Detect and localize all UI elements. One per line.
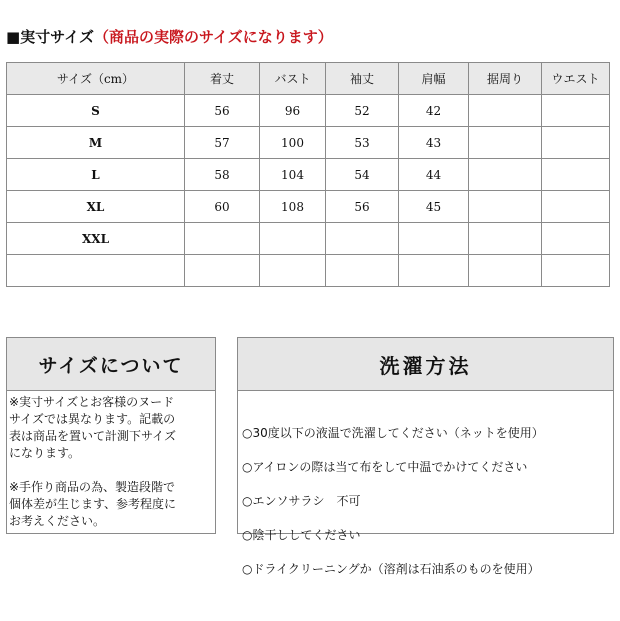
table-cell: 42 — [399, 95, 469, 127]
size-label: M — [7, 127, 185, 159]
table-cell: 108 — [260, 191, 326, 223]
table-cell — [542, 191, 610, 223]
size-table — [6, 62, 610, 287]
size-label: S — [7, 95, 185, 127]
table-row — [7, 223, 610, 255]
table-cell — [542, 255, 610, 287]
table-cell — [326, 255, 399, 287]
table-row — [7, 95, 610, 127]
table-cell: 96 — [260, 95, 326, 127]
title-note: （商品の実際のサイズになります） — [93, 28, 333, 46]
table-cell: 104 — [260, 159, 326, 191]
washing-box — [237, 337, 614, 576]
washing-line: ○ドライクリーニングか（溶剤は石油系のものを使用） — [242, 562, 540, 576]
table-cell: 56 — [185, 95, 260, 127]
size-label — [7, 255, 185, 287]
table-cell — [542, 127, 610, 159]
table-cell — [399, 255, 469, 287]
size-table-header-row — [7, 63, 610, 95]
table-row — [7, 159, 610, 191]
table-cell — [469, 255, 542, 287]
table-cell: 53 — [326, 127, 399, 159]
header-shoulder: 肩幅 — [399, 63, 469, 95]
size-info-heading: サイズについて — [7, 338, 215, 391]
table-row — [7, 255, 610, 287]
size-label: L — [7, 159, 185, 191]
page-title — [6, 26, 333, 47]
size-info-box — [6, 337, 216, 534]
table-cell: 52 — [326, 95, 399, 127]
table-cell — [469, 95, 542, 127]
washing-heading: 洗濯方法 — [238, 338, 613, 391]
table-row — [7, 127, 610, 159]
washing-line: ○エンソサラシ 不可 — [242, 494, 361, 508]
header-waist: ウエスト — [542, 63, 610, 95]
table-cell — [542, 95, 610, 127]
table-cell — [260, 223, 326, 255]
table-cell — [260, 255, 326, 287]
washing-line: ○30度以下の液温で洗濯してください（ネットを使用） — [242, 426, 544, 440]
table-cell — [469, 127, 542, 159]
header-length: 着丈 — [185, 63, 260, 95]
header-sleeve: 袖丈 — [326, 63, 399, 95]
size-info-text: ※実寸サイズとお客様のヌード サイズでは異なります。記載の 表は商品を置いて計測下サイズ になります。 ※手作り商品の為、製造段階で 個体差が生じます、参考程度に お考えください。 — [9, 395, 177, 528]
washing-line: ○陰干ししてください — [242, 528, 361, 542]
table-cell: 60 — [185, 191, 260, 223]
table-cell — [185, 223, 260, 255]
size-label: XL — [7, 191, 185, 223]
table-cell — [185, 255, 260, 287]
table-cell: 44 — [399, 159, 469, 191]
table-cell: 57 — [185, 127, 260, 159]
table-cell — [326, 223, 399, 255]
title-main: ■実寸サイズ — [6, 28, 94, 46]
size-label: XXL — [7, 223, 185, 255]
washing-line: ○アイロンの際は当て布をして中温でかけてください — [242, 460, 528, 474]
table-row — [7, 191, 610, 223]
header-bust: バスト — [260, 63, 326, 95]
table-cell: 45 — [399, 191, 469, 223]
washing-instructions — [238, 391, 613, 612]
table-cell — [399, 223, 469, 255]
table-cell — [469, 191, 542, 223]
header-size: サイズ（cm） — [7, 63, 185, 95]
table-cell — [469, 159, 542, 191]
table-cell: 58 — [185, 159, 260, 191]
table-cell: 43 — [399, 127, 469, 159]
table-cell: 100 — [260, 127, 326, 159]
table-cell — [542, 223, 610, 255]
table-cell — [469, 223, 542, 255]
table-cell: 54 — [326, 159, 399, 191]
table-cell: 56 — [326, 191, 399, 223]
table-cell — [542, 159, 610, 191]
header-hem: 据周り — [469, 63, 542, 95]
